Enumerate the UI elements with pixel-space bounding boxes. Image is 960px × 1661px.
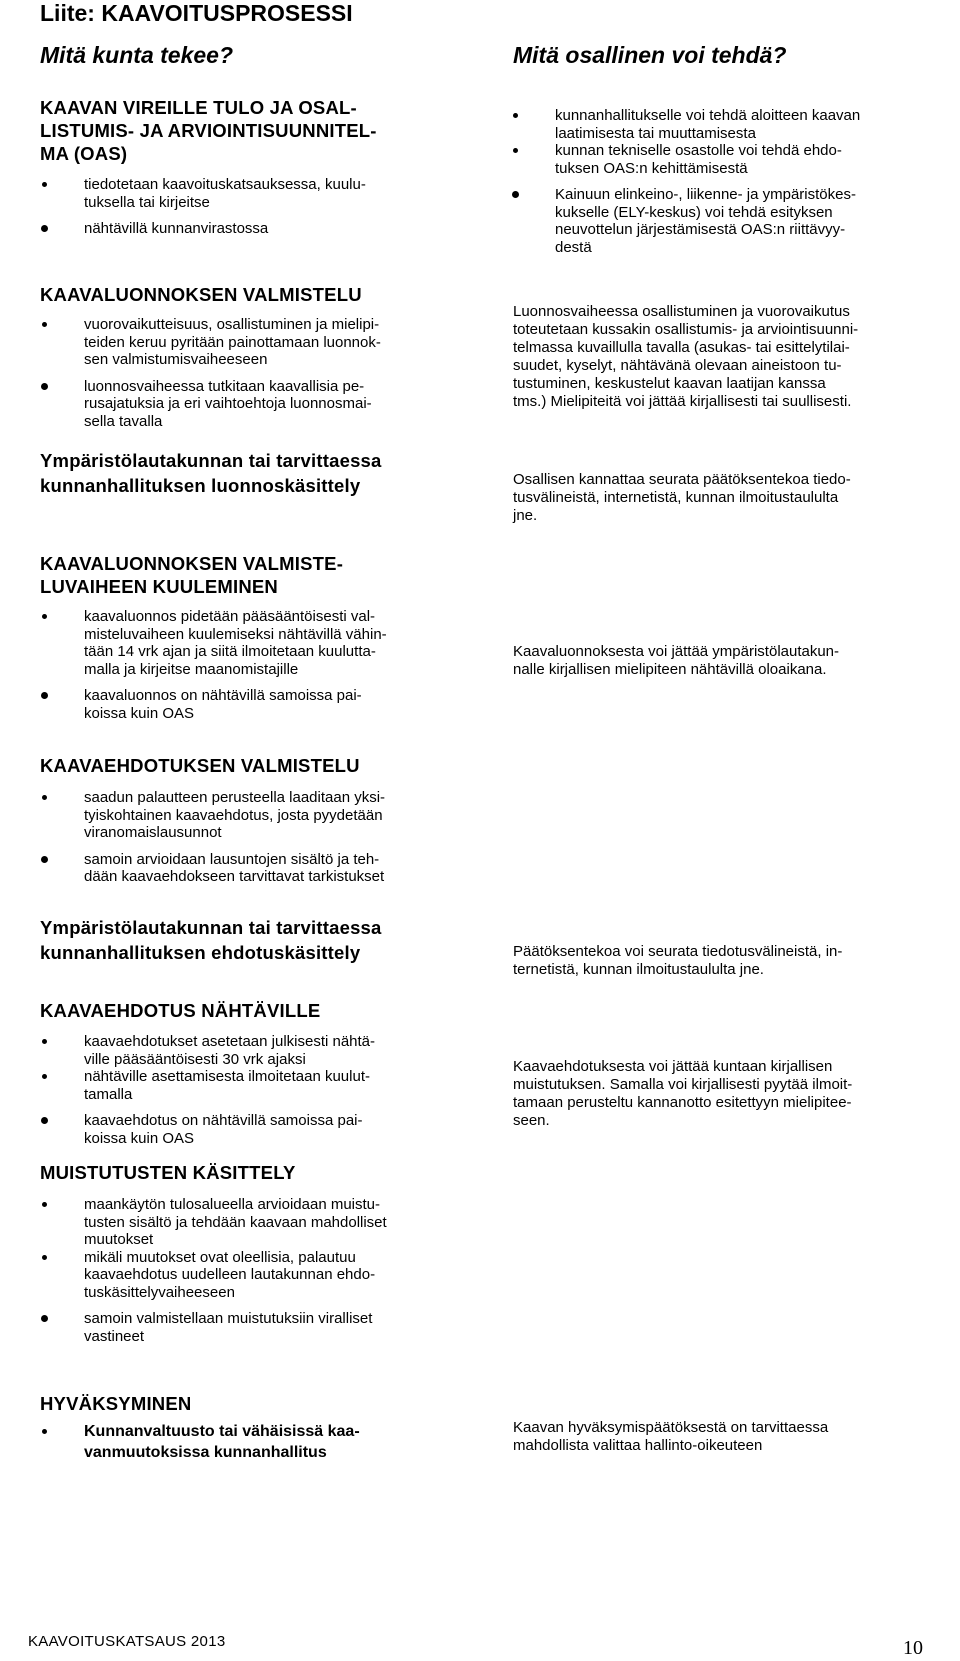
list-osallinen-oas [511, 107, 911, 265]
paragraph-tiedotus: Päätöksentekoa voi seurata tiedotusvälineistä, in- ternetistä, kunnan ilmoitustaululta jne. [513, 943, 843, 978]
list-item: kaavaehdotus on nähtävillä samoissa pai- koissa kuin OAS [40, 1112, 470, 1147]
right-column-header: Mitä osallinen voi tehdä? [513, 42, 787, 68]
list-item: mikäli muutokset ovat oleellisia, palautuu kaavaehdotus uudelleen lautakunnan ehdo- tuskäsittelyvaiheeseen [40, 1249, 470, 1302]
section-heading-ehdotus-valmistelu: KAAVAEHDOTUKSEN VALMISTELU [40, 755, 360, 776]
paragraph-valitus: Kaavan hyväksymispäätöksestä on tarvittaessa mahdollista valittaa hallinto-oikeuteen [513, 1419, 829, 1454]
list-item: samoin arvioidaan lausuntojen sisältö ja teh- dään kaavaehdokseen tarvittavat tarkistukset [40, 851, 470, 886]
list-item: kaavaehdotukset asetetaan julkisesti nähtä- ville pääsääntöisesti 30 vrk ajaksi [40, 1033, 470, 1068]
list-item: kaavaluonnos pidetään pääsääntöisesti val- misteluvaiheen kuulemiseksi nähtävillä vähin- tään 14 vrk ajan ja siitä ilmoitetaan kuulutta- malla ja kirjeitse maanomistajille [40, 608, 470, 678]
list-luonnos [40, 316, 470, 439]
section-heading-hyvaksyminen: HYVÄKSYMINEN [40, 1393, 192, 1414]
list-item: vuorovaikutteisuus, osallistuminen ja mielipi- teiden keruu pyritään painottamaan luonnok- sen valmistumisvaiheeseen [40, 316, 470, 369]
paragraph-seuraa-paatoksentekoa: Osallisen kannattaa seurata päätöksentekoa tiedo- tusvälineistä, internetistä, kunnan ilmoitustaululta jne. [513, 471, 851, 524]
stage-luonnoskasittely: Ympäristölautakunnan tai tarvittaessa kunnanhallituksen luonnoskäsittely [40, 450, 382, 496]
list-item: tiedotetaan kaavoituskatsauksessa, kuulu- tuksella tai kirjeitse [40, 176, 470, 211]
list-item: saadun palautteen perusteella laaditaan yksi- tyiskohtainen kaavaehdotus, josta pyydetään viranomaislausunnot [40, 789, 470, 842]
list-kuuleminen [40, 608, 470, 731]
list-item: nähtäville asettamisesta ilmoitetaan kuulut- tamalla [40, 1068, 470, 1103]
list-item: kunnanhallitukselle voi tehdä aloitteen kaavan laatimisesta tai muuttamisesta [511, 107, 911, 142]
section-heading-kuuleminen: KAAVALUONNOKSEN VALMISTE- LUVAIHEEN KUULEMINEN [40, 553, 344, 597]
section-heading-vireille: KAAVAN VIREILLE TULO JA OSAL- LISTUMIS- JA ARVIOINTISUUNNITEL- MA (OAS) [40, 97, 377, 164]
list-ehdotus-valmistelu [40, 789, 470, 895]
left-column-header: Mitä kunta tekee? [40, 42, 233, 68]
list-item: luonnosvaiheessa tutkitaan kaavallisia pe- rusajatuksia ja eri vaihtoehtoja luonnosmai- sella tavalla [40, 378, 470, 431]
list-item: samoin valmistellaan muistutuksiin viralliset vastineet [40, 1310, 470, 1345]
list-item: nähtävillä kunnanvirastossa [40, 220, 470, 238]
section-heading-luonnos: KAAVALUONNOKSEN VALMISTELU [40, 284, 362, 305]
stage-ehdotuskasittely: Ympäristölautakunnan tai tarvittaessa kunnanhallituksen ehdotuskäsittely [40, 917, 382, 963]
section-heading-nahtaville: KAAVAEHDOTUS NÄHTÄVILLE [40, 1000, 321, 1021]
list-item: Kainuun elinkeino-, liikenne- ja ympäristökes- kukselle (ELY-keskus) voi tehdä esityksen neuvottelun järjestämisestä OAS:n riittävyy- destä [511, 186, 911, 256]
footer-text: KAAVOITUSKATSAUS 2013 [28, 1633, 226, 1650]
list-item: kaavaluonnos on nähtävillä samoissa pai- koissa kuin OAS [40, 687, 470, 722]
list-item: kunnan tekniselle osastolle voi tehdä ehdo- tuksen OAS:n kehittämisestä [511, 142, 911, 177]
list-muistutukset [40, 1196, 470, 1354]
paragraph-mielipide: Kaavaluonnoksesta voi jättää ympäristölautakun- nalle kirjallisen mielipiteen nähtävillä oloaikana. [513, 643, 840, 678]
list-item: Kunnanvaltuusto tai vähäisissä kaa- vanmuutoksissa kunnanhallitus [40, 1421, 480, 1463]
section-heading-muistutukset: MUISTUTUSTEN KÄSITTELY [40, 1162, 296, 1183]
page-title: Liite: KAAVOITUSPROSESSI [40, 0, 353, 26]
page-number: 10 [903, 1637, 923, 1659]
list-hyvaksyminen [40, 1421, 480, 1472]
list-nahtaville [40, 1033, 470, 1156]
paragraph-muistutus: Kaavaehdotuksesta voi jättää kuntaan kirjallisen muistutuksen. Samalla voi kirjallisesti pyytää ilmoit- tamaan perusteltu kannanotto esitettyyn mielipitee- seen. [513, 1058, 853, 1129]
list-vireille [40, 176, 470, 247]
list-item: maankäytön tulosalueella arvioidaan muistu- tusten sisältö ja tehdään kaavaan mahdolliset muutokset [40, 1196, 470, 1249]
paragraph-luonnosvaihe: Luonnosvaiheessa osallistuminen ja vuorovaikutus toteutetaan kussakin osallistumis- ja arviointisuunni- telmassa kuvaillulla tavalla (asukas- tai esittelytilai- suudet, kyselyt, nähtävänä olevaan aineistoon tu- tustuminen, keskustelut kaavan laatijan kanssa tms.) Mielipiteitä voi jättää kirjallisesti tai suullisesti. [513, 303, 859, 410]
